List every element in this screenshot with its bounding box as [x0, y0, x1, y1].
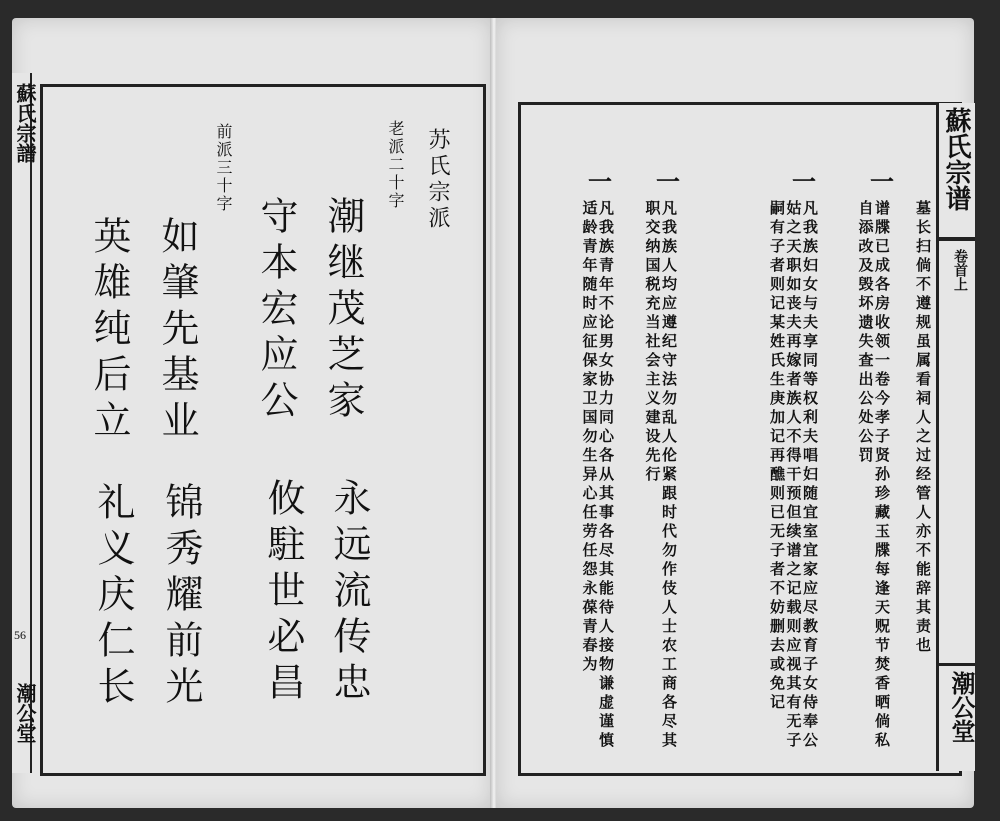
rule-marker-1: 一 [870, 167, 894, 196]
old-lineage-col-1: 潮继茂芝家 [321, 196, 365, 426]
rule-text-2: 谱牒已成各房收领一卷今孝子贤孙珍藏玉牒每逢天贶节焚香晒倘私自添改及毁坏遗失查出公处公罚 [856, 200, 891, 751]
lower-col-4: 礼义庆仁长 [91, 482, 135, 712]
right-margin-strip [936, 103, 975, 771]
rule-text-1: 墓长扫倘不遵规虽属看祠人之过经管人亦不能辞其责也 [914, 200, 932, 656]
rule-marker-3: 一 [792, 167, 816, 196]
left-page [12, 18, 492, 808]
rule-text-5: 凡我族青年不论男女协力同心各从其事各尽其能待人接物谦虚谨慎适龄青年随时应征保家卫国勿生异心任劳任怨永葆青春为 [580, 200, 615, 751]
new-lineage-col-1: 如肇先基业 [155, 216, 199, 446]
lineage-title: 苏氏宗派 [425, 128, 450, 232]
right-margin-subtitle: 卷首上 [952, 249, 967, 291]
rule-marker-5: 一 [588, 167, 612, 196]
right-margin-hall: 潮公堂 [947, 671, 973, 743]
left-margin-hall: 潮公堂 [13, 683, 35, 743]
left-margin-title: 蘇氏宗譜 [13, 83, 35, 163]
old-lineage-label: 老派二十字 [386, 120, 405, 210]
rule-text-3: 凡我族妇女与夫享同等权利夫唱妇随宜室宜家应尽教育子女侍奉公姑之天职如丧夫再嫁者族人不得干预但续谱之记载则应视其有无子嗣有子者则记某姓氏生庚加记再醮则已无子者不妨删去或免记 [768, 200, 819, 751]
new-lineage-col-2: 英雄纯后立 [87, 216, 131, 446]
lower-col-1: 永远流传忠 [327, 478, 371, 708]
rule-marker-4: 一 [656, 167, 680, 196]
lower-col-2: 攸駐世必昌 [261, 478, 305, 708]
new-lineage-label: 前派三十字 [214, 123, 233, 213]
old-lineage-col-2: 守本宏应公 [254, 196, 298, 426]
right-page [496, 18, 974, 808]
left-margin-strip [12, 73, 35, 773]
left-page-number: 56 [14, 628, 26, 642]
lower-col-3: 锦秀耀前光 [159, 482, 203, 712]
rule-text-4: 凡我族人均应遵纪守法勿乱人伦紧跟时代勿作伎人士农工商各尽其职交纳国税充当社会主义建设先行 [643, 200, 678, 751]
right-margin-title: 蘇氏宗谱 [942, 107, 971, 211]
